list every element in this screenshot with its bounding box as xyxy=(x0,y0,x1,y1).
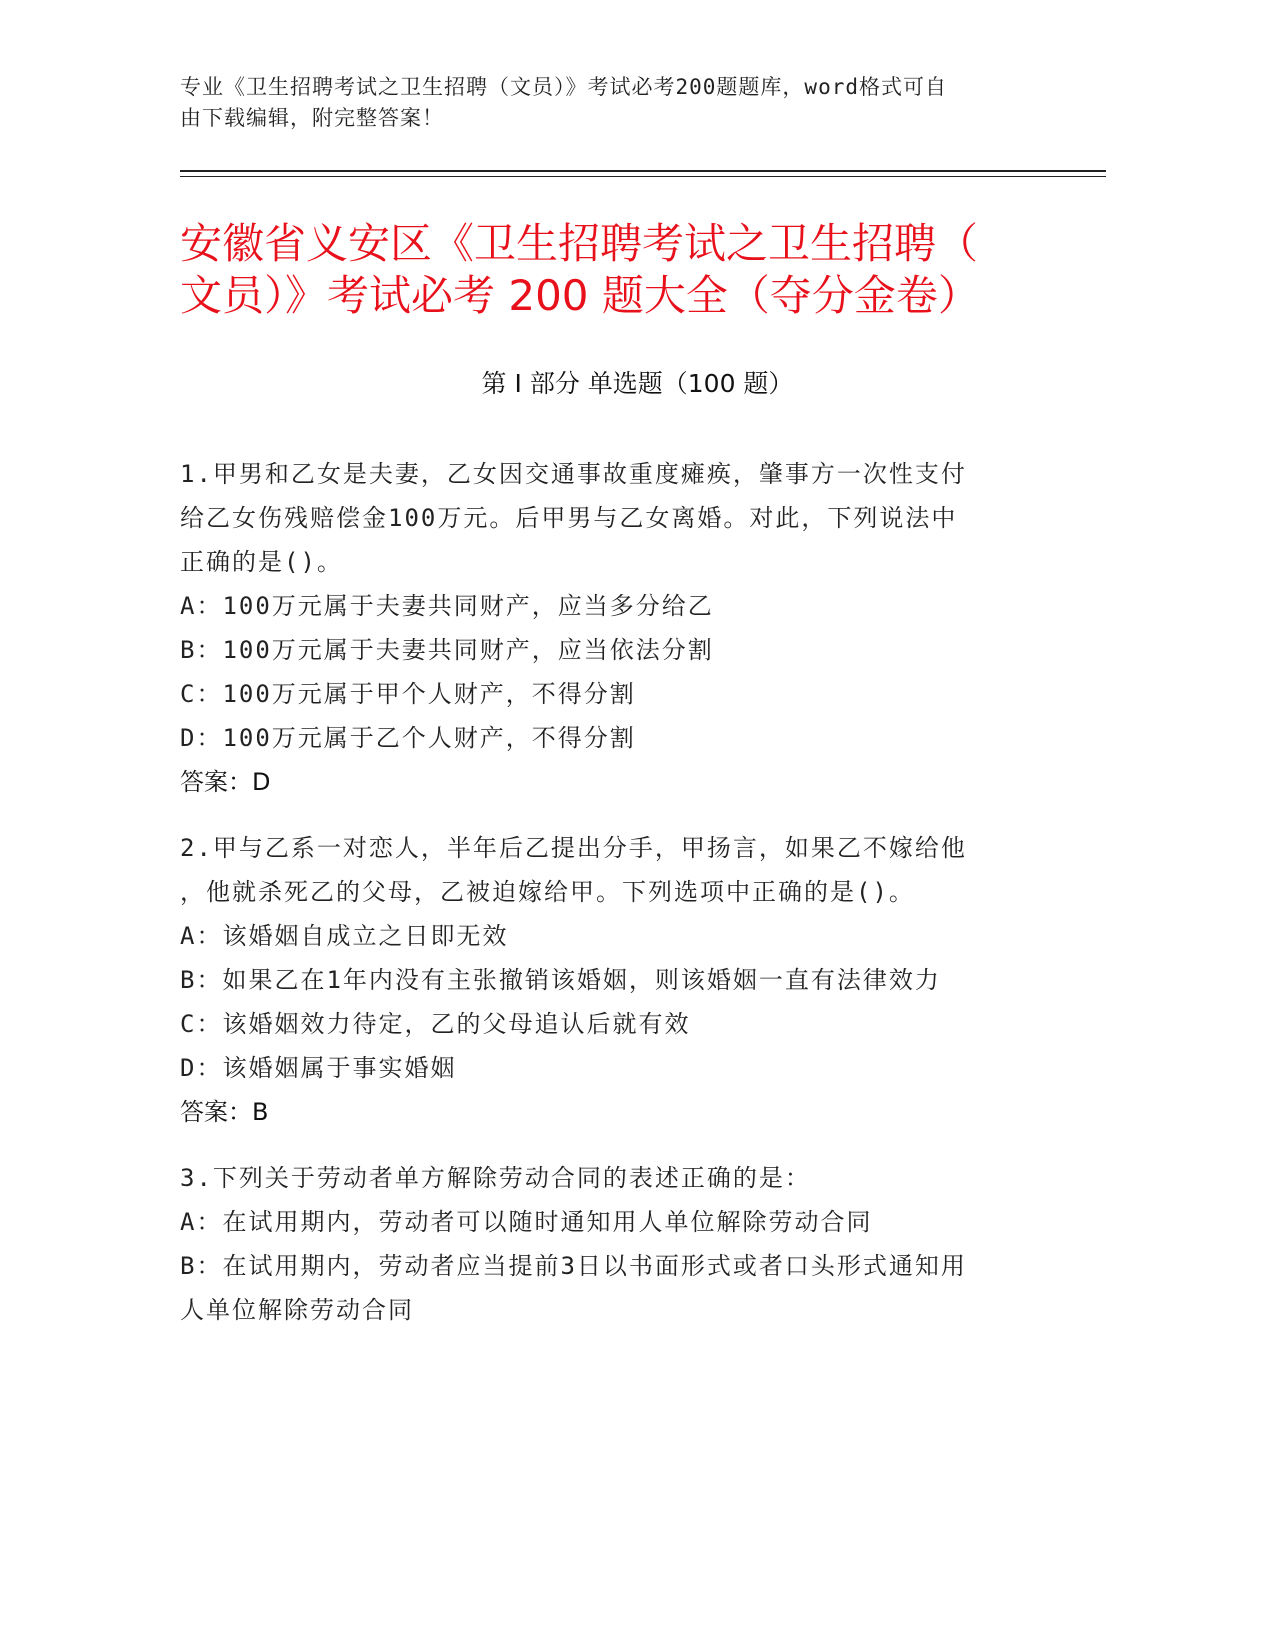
header-divider-thin xyxy=(180,176,1106,177)
answer-line: 答案：B xyxy=(180,1098,269,1126)
option-a: A：在试用期内，劳动者可以随时通知用人单位解除劳动合同 xyxy=(180,1208,873,1236)
header-note-line-2: 由下载编辑，附完整答案！ xyxy=(180,106,444,130)
option-b: B：在试用期内，劳动者应当提前3日以书面形式或者口头形式通知用 xyxy=(180,1252,967,1280)
question-item xyxy=(180,826,1030,1134)
option-a: A：100万元属于夫妻共同财产，应当多分给乙 xyxy=(180,592,714,620)
option-a: A：该婚姻自成立之日即无效 xyxy=(180,922,509,950)
question-stem-line: 2.甲与乙系一对恋人，半年后乙提出分手，甲扬言，如果乙不嫁给他 xyxy=(180,834,967,862)
option-d: D：该婚姻属于事实婚姻 xyxy=(180,1054,457,1082)
header-note xyxy=(180,72,1060,134)
document-title xyxy=(180,218,1080,322)
document-title-line-1: 安徽省义安区《卫生招聘考试之卫生招聘（ xyxy=(180,219,979,268)
header-note-line-1: 专业《卫生招聘考试之卫生招聘（文员）》考试必考200题题库，word格式可自 xyxy=(180,75,947,99)
question-stem-line: 正确的是()。 xyxy=(180,548,343,576)
document-title-line-2: 文员）》考试必考 200 题大全（夺分金卷） xyxy=(180,271,980,320)
question-stem-line: 1.甲男和乙女是夫妻，乙女因交通事故重度瘫痪，肇事方一次性支付 xyxy=(180,460,967,488)
question-item xyxy=(180,452,1030,804)
section-title: 第 I 部分 单选题（100 题） xyxy=(481,369,794,398)
option-b: B：如果乙在1年内没有主张撤销该婚姻，则该婚姻一直有法律效力 xyxy=(180,966,941,994)
header-divider-thick xyxy=(180,170,1106,172)
option-c: C：该婚姻效力待定，乙的父母追认后就有效 xyxy=(180,1010,691,1038)
question-list xyxy=(180,452,1030,1354)
option-b: B：100万元属于夫妻共同财产，应当依法分割 xyxy=(180,636,714,664)
question-item xyxy=(180,1156,1030,1332)
option-d: D：100万元属于乙个人财产，不得分割 xyxy=(180,724,636,752)
answer-line: 答案：D xyxy=(180,768,271,796)
question-stem-line: ，他就杀死乙的父母，乙被迫嫁给甲。下列选项中正确的是()。 xyxy=(180,878,915,906)
question-stem-line: 给乙女伤残赔偿金100万元。后甲男与乙女离婚。对此，下列说法中 xyxy=(180,504,958,532)
option-b-continued: 人单位解除劳动合同 xyxy=(180,1296,414,1324)
question-stem-line: 3.下列关于劳动者单方解除劳动合同的表述正确的是： xyxy=(180,1164,811,1192)
option-c: C：100万元属于甲个人财产，不得分割 xyxy=(180,680,636,708)
